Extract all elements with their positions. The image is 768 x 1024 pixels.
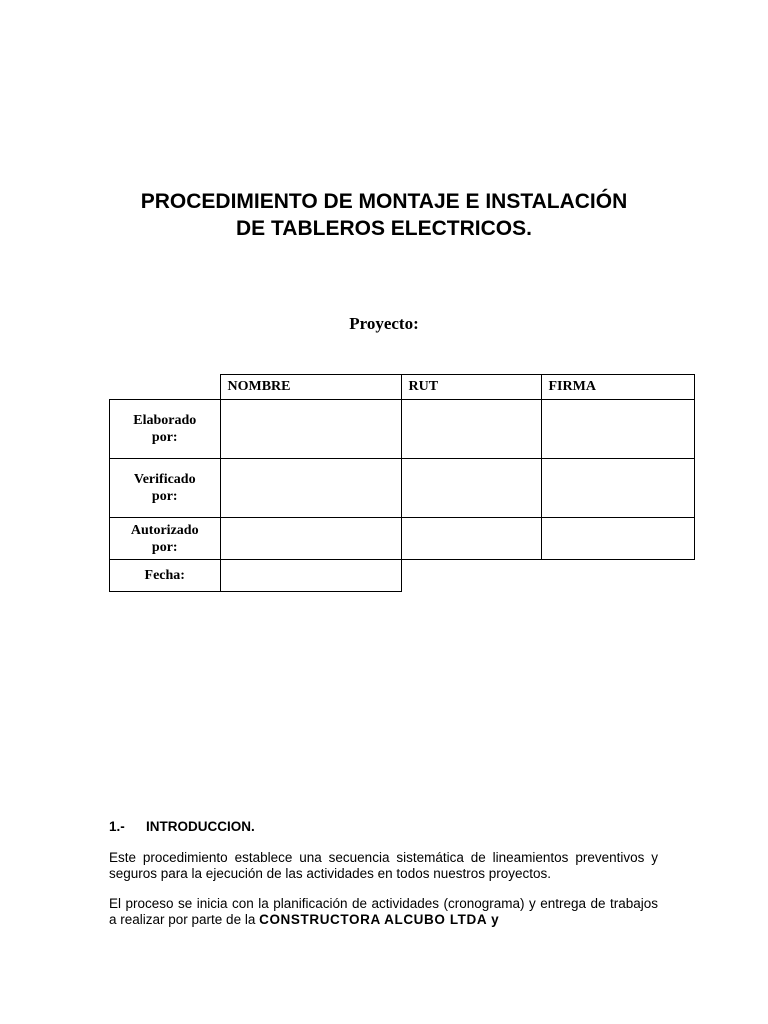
header-rut: RUT xyxy=(401,375,541,400)
table-row xyxy=(110,459,695,518)
row-label-line: Autorizado xyxy=(130,522,199,538)
paragraph-text: El proceso se inicia con la planificación de actividades (cronograma) y entrega de trabajos a realizar por parte de la xyxy=(109,896,658,927)
fecha-value-cell xyxy=(220,560,401,592)
intro-paragraph-1: Este procedimiento establece una secuencia sistemática de lineamientos preventivos y seguros para la ejecución de las actividades en todos nuestros proyectos. xyxy=(109,850,658,881)
row-label-verificado xyxy=(110,459,221,518)
corner-cell xyxy=(110,375,221,400)
document-title xyxy=(0,188,768,242)
title-line-1: PROCEDIMIENTO DE MONTAJE E INSTALACIÓN xyxy=(140,190,628,213)
table-row xyxy=(110,560,695,592)
empty-cell xyxy=(401,560,541,592)
rut-cell xyxy=(401,518,541,560)
firma-cell xyxy=(541,400,694,459)
row-label-fecha: Fecha: xyxy=(110,560,221,592)
project-label: Proyecto: xyxy=(349,314,419,333)
nombre-cell xyxy=(220,518,401,560)
row-label-line: por: xyxy=(151,489,178,504)
row-label-elaborado xyxy=(110,400,221,459)
header-firma: FIRMA xyxy=(541,375,694,400)
row-label-line: Elaborado xyxy=(133,413,197,428)
title-line-2: DE TABLEROS ELECTRICOS. xyxy=(236,217,532,240)
firma-cell xyxy=(541,518,694,560)
rut-cell xyxy=(401,459,541,518)
row-label-line: por: xyxy=(151,430,178,445)
row-label-autorizado xyxy=(110,518,221,560)
section-number: 1.- xyxy=(109,819,125,834)
row-label-line: por: xyxy=(151,539,178,555)
row-label-line: Verificado xyxy=(133,472,196,487)
section-title: INTRODUCCION. xyxy=(146,819,255,834)
company-name: CONSTRUCTORA ALCUBO LTDA y xyxy=(259,912,500,927)
rut-cell xyxy=(401,400,541,459)
nombre-cell xyxy=(220,400,401,459)
table-row xyxy=(110,400,695,459)
table-header-row xyxy=(110,375,695,400)
section-heading xyxy=(109,819,658,835)
header-nombre: NOMBRE xyxy=(220,375,401,400)
signature-table xyxy=(109,374,695,592)
empty-cell xyxy=(541,560,694,592)
firma-cell xyxy=(541,459,694,518)
intro-paragraph-2 xyxy=(109,896,658,928)
nombre-cell xyxy=(220,459,401,518)
table-row xyxy=(110,518,695,560)
